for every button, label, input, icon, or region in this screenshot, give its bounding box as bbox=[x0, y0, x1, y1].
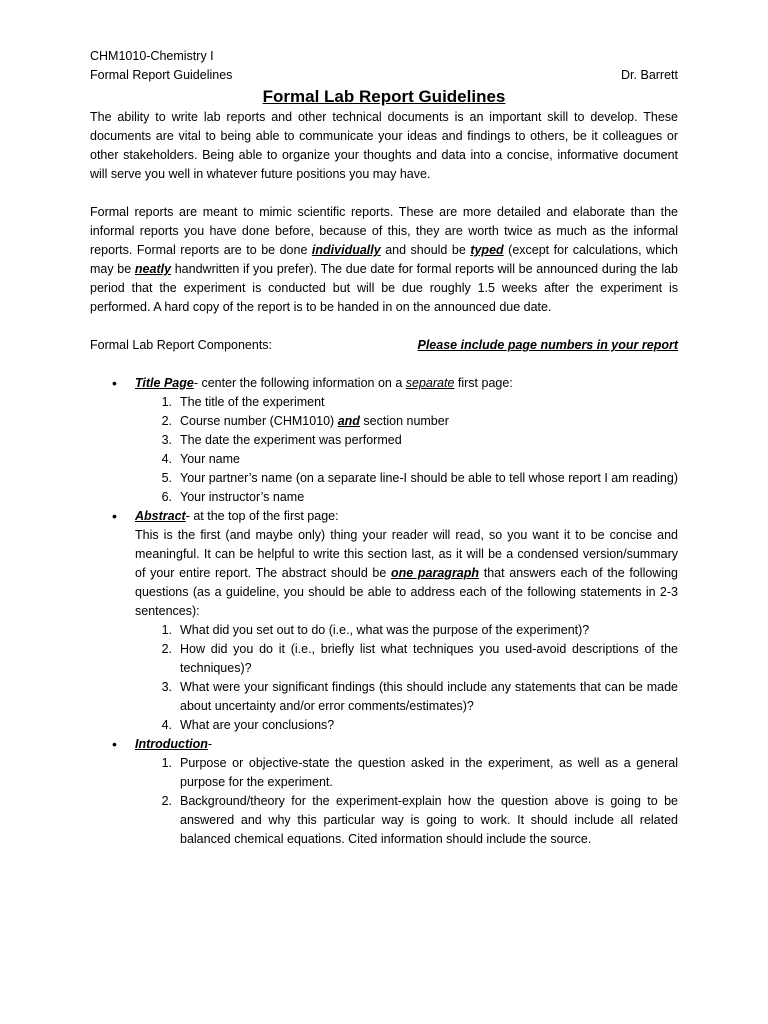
item-text: The date the experiment was performed bbox=[180, 433, 402, 447]
item-text: What were your significant findings (this should include any statements that can be made about uncertainty and/or error comments/estimates)? bbox=[180, 680, 678, 713]
page-content bbox=[90, 47, 678, 849]
title-page-heading: Title Page bbox=[135, 376, 194, 390]
item-text: What did you set out to do (i.e., what was the purpose of the experiment)? bbox=[180, 623, 590, 637]
list-item bbox=[135, 792, 678, 849]
item-text: Your partner’s name (on a separate line-I should be able to tell whose report I am reading) bbox=[180, 471, 678, 485]
list-item bbox=[135, 393, 678, 412]
header-course: CHM1010-Chemistry I bbox=[90, 49, 214, 63]
item-text: Your name bbox=[180, 452, 240, 466]
list-item bbox=[135, 678, 678, 716]
title-page-text-a: - center the following information on a bbox=[193, 376, 406, 390]
list-item bbox=[135, 450, 678, 469]
formal-text-1: Formal reports are meant to mimic scientific reports. These are more detailed and elaborate than the informal reports you have done before, because of this, they are worth twice as much as the informal reports. Formal reports are to be done bbox=[90, 205, 678, 257]
formal-text-4: handwritten if you prefer). The due date for formal reports will be announced during the lab period that the experiment is conducted but will be due roughly 1.5 weeks after the experiment is performed. A hard copy of the report is to be handed in on the announced due date. bbox=[90, 262, 678, 314]
item-text: What are your conclusions? bbox=[180, 718, 335, 732]
abstract-lead-text: - at the top of the first page: bbox=[185, 509, 339, 523]
components-label: Formal Lab Report Components: bbox=[90, 338, 273, 352]
abstract-items bbox=[135, 621, 678, 735]
list-item bbox=[135, 488, 678, 507]
item-text: How did you do it (i.e., briefly list what techniques you used-avoid descriptions of the techniques)? bbox=[180, 642, 678, 675]
introduction-heading: Introduction bbox=[135, 737, 208, 751]
title-page-lead bbox=[135, 374, 678, 393]
abstract-body bbox=[135, 526, 678, 621]
item-number: 3. bbox=[161, 680, 172, 694]
item-number: 2. bbox=[161, 794, 172, 808]
list-item bbox=[135, 754, 678, 792]
introduction-lead bbox=[135, 735, 678, 754]
item-text: Course number (CHM1010) bbox=[180, 414, 338, 428]
formal-reports-paragraph bbox=[90, 203, 678, 317]
bullet-abstract bbox=[90, 507, 678, 735]
item-number: 6. bbox=[161, 490, 172, 504]
item-number: 1. bbox=[161, 623, 172, 637]
header-doc-name: Formal Report Guidelines bbox=[90, 68, 233, 82]
item-number: 2. bbox=[161, 642, 172, 656]
abstract-body-text-a: This is the first (and maybe only) thing your reader will read, so you want it to be concise and meaningful. It can be helpful to write this section last, as it will be a condensed version/summary of your entire report. The abstract should be bbox=[135, 528, 678, 580]
title-page-text-b: first page: bbox=[454, 376, 513, 390]
formal-text-2: and should be bbox=[380, 243, 471, 257]
list-item bbox=[135, 431, 678, 450]
item-number: 3. bbox=[161, 433, 172, 447]
header-author: Dr. Barrett bbox=[621, 68, 678, 82]
list-item bbox=[135, 412, 678, 431]
list-item bbox=[135, 621, 678, 640]
abstract-lead bbox=[135, 507, 678, 526]
bullet-introduction bbox=[90, 735, 678, 849]
item-number: 2. bbox=[161, 414, 172, 428]
intro-paragraph: The ability to write lab reports and other technical documents is an important skill to develop. These documents are vital to being able to communicate your ideas and findings to others, be it colleagues or other stakeholders. Being able to organize your thoughts and data into a concise, informative document will serve you well in whatever future positions you may have. bbox=[90, 110, 678, 181]
item-number: 4. bbox=[161, 718, 172, 732]
emphasis-typed: typed bbox=[470, 243, 504, 257]
list-item bbox=[135, 640, 678, 678]
item-number: 1. bbox=[161, 756, 172, 770]
item-number: 5. bbox=[161, 471, 172, 485]
abstract-heading: Abstract bbox=[135, 509, 186, 523]
emphasis-neatly: neatly bbox=[134, 262, 172, 276]
list-item bbox=[135, 469, 678, 488]
item-text: Purpose or objective-state the question asked in the experiment, as well as a general purpose for the experiment. bbox=[180, 756, 678, 789]
components-row bbox=[90, 336, 678, 355]
components-list bbox=[90, 374, 678, 849]
emphasis-individually: individually bbox=[311, 243, 381, 257]
introduction-items bbox=[135, 754, 678, 849]
page-numbers-note: Please include page numbers in your report bbox=[417, 338, 678, 352]
list-item bbox=[135, 716, 678, 735]
item-number: 4. bbox=[161, 452, 172, 466]
abstract-body-text-b: that answers each of the following questions (as a guideline, you should be able to address each of the following statements in 2-3 sentences): bbox=[135, 566, 679, 618]
item-text: Your instructor’s name bbox=[180, 490, 305, 504]
header-row bbox=[90, 66, 678, 85]
item-text: Background/theory for the experiment-explain how the question above is going to be answered and why this particular way is going to work. It should include all related balanced chemical equations. Cited information should include the source. bbox=[180, 794, 678, 846]
emphasis-separate: separate bbox=[405, 376, 455, 390]
emphasis-and: and bbox=[337, 414, 360, 428]
emphasis-one-paragraph: one paragraph bbox=[391, 566, 480, 580]
formal-text-3: (except for calculations, which may be bbox=[90, 243, 679, 276]
bullet-title-page bbox=[90, 374, 678, 507]
item-text: section number bbox=[359, 414, 449, 428]
item-text: The title of the experiment bbox=[180, 395, 325, 409]
title-page-items bbox=[135, 393, 678, 507]
introduction-lead-text: - bbox=[207, 737, 213, 751]
item-number: 1. bbox=[161, 395, 172, 409]
page-title: Formal Lab Report Guidelines bbox=[262, 87, 506, 106]
